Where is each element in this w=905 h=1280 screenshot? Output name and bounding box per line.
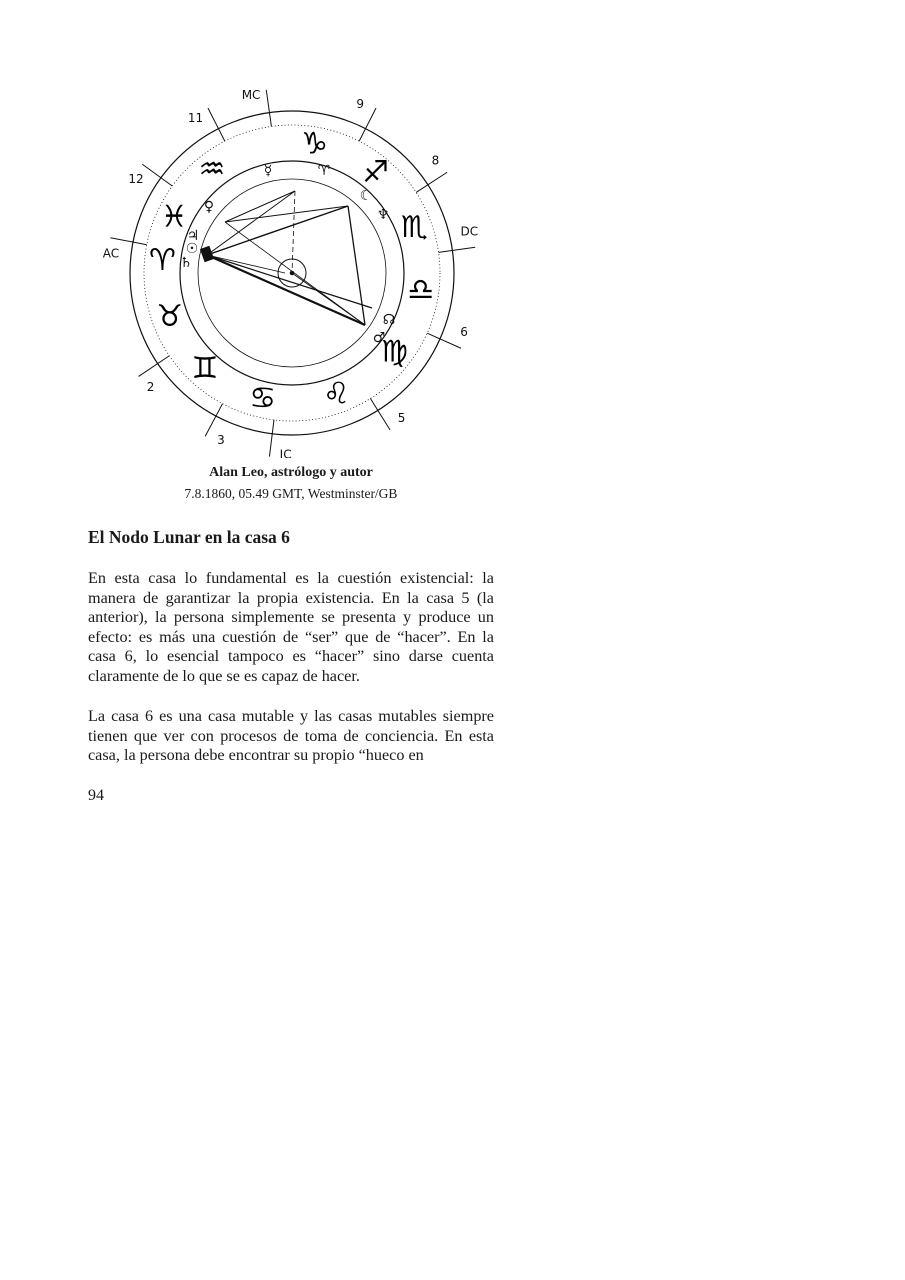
saturn-glyph: ♄ <box>179 255 193 271</box>
house-cusp-line <box>427 333 461 348</box>
house-label: IC <box>279 447 292 458</box>
house-label: 8 <box>431 153 440 168</box>
mercury-glyph: ☿ <box>263 163 273 179</box>
house-cusp-line <box>266 90 271 127</box>
house-label: AC <box>102 246 120 261</box>
paragraph-1: En esta casa lo fundamental es la cuestión existencial: la manera de garantizar la propia existencia. En la casa 5 (la anterior), la persona simplemente se presenta y produce un efecto: es más una cuestión de “ser” que de “hacer”. En la casa 6, lo esencial tampoco es “hacer” sino darse cuenta claramente de lo que se es capaz de hacer. <box>88 569 494 685</box>
paragraph-2: La casa 6 es una casa mutable y las casas mutables siempre tienen que ver con procesos de toma de conciencia. En esta casa, la persona debe encontrar su propio “hueco en <box>88 707 494 765</box>
zodiac-sign-glyph: ♑ <box>301 126 329 162</box>
house-cusp-line <box>269 420 274 457</box>
page-number: 94 <box>88 787 104 804</box>
house-cusp-line <box>359 108 376 141</box>
aries_mark-glyph: ♈ <box>317 163 331 179</box>
house-label: 9 <box>356 96 364 111</box>
zodiac-sign-glyph: ♎ <box>407 272 435 308</box>
house-label: DC <box>460 224 479 239</box>
house-label: 12 <box>128 171 144 186</box>
zodiac-sign-glyph: ♌ <box>323 376 350 412</box>
jupiter-glyph: ♃ <box>186 228 200 244</box>
sun-glyph: ☉ <box>185 241 199 257</box>
house-label: MC <box>241 88 261 103</box>
zodiac-sign-glyph: ♈ <box>149 243 176 279</box>
caption-subtitle: 7.8.1860, 05.49 GMT, Westminster/GB <box>184 486 398 501</box>
venus-glyph: ♀ <box>203 199 215 215</box>
moon-glyph: ☾ <box>359 188 373 204</box>
house-label: 11 <box>187 111 204 126</box>
stellium-marker <box>200 246 214 263</box>
zodiac-sign-glyph: ♊ <box>191 351 219 387</box>
house-label: 6 <box>460 324 468 339</box>
node-glyph: ☊ <box>382 312 396 328</box>
zodiac-sign-glyph: ♓ <box>160 199 188 235</box>
section-heading: El Nodo Lunar en la casa 6 <box>88 527 290 547</box>
house-cusp-line <box>439 247 476 252</box>
house-cusp-line <box>110 238 146 245</box>
zodiac-sign-glyph: ♍ <box>380 334 408 370</box>
zodiac-sign-glyph: ♉ <box>156 298 184 334</box>
house-cusp-line <box>205 404 222 437</box>
astrology-chart <box>100 88 485 458</box>
house-label: 2 <box>146 380 155 395</box>
house-cusp-line <box>370 399 390 430</box>
mars-glyph: ♂ <box>372 330 386 346</box>
house-label: 5 <box>397 410 406 425</box>
house-label: 3 <box>217 433 225 448</box>
zodiac-sign-glyph: ♐ <box>362 154 390 190</box>
aspect-lines <box>207 191 372 325</box>
house-cusp-line <box>208 108 225 141</box>
zodiac-sign-glyph: ♏ <box>400 210 428 246</box>
zodiac-sign-glyph: ♒ <box>198 152 226 188</box>
neptune-glyph: ♆ <box>376 207 390 223</box>
caption-title: Alan Leo, astrólogo y autor <box>209 465 373 480</box>
zodiac-sign-glyph: ♋ <box>249 381 277 417</box>
